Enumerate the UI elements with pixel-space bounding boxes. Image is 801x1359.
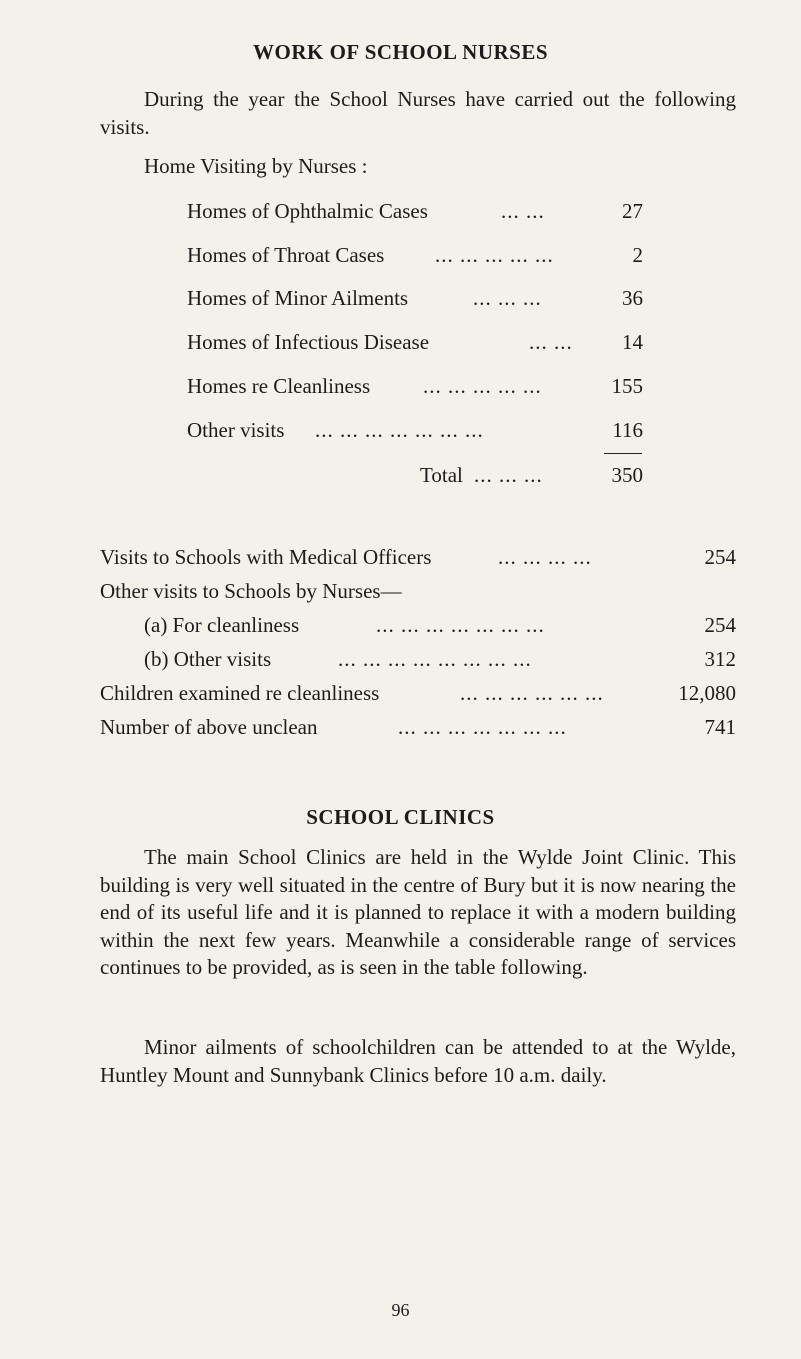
for-cleanliness-row: [144, 613, 736, 639]
paragraph-text: Minor ailments of schoolchildren can be attended to at the Wylde, Huntley Mount and Sunnybank Clinics before 10 a.m. daily.: [100, 1035, 736, 1087]
total-rule: [604, 453, 642, 454]
intro-paragraph: [100, 86, 736, 141]
home-visit-label: Homes of Throat Cases: [187, 243, 385, 267]
leader-dots: ... ...: [501, 199, 545, 223]
leader-dots: ... ... ... ... ... ... ... ...: [338, 647, 532, 671]
home-visit-row: [187, 199, 643, 225]
other-visits-value: 312: [704, 647, 736, 671]
number-unclean-value: 741: [704, 715, 736, 739]
section-heading-school-clinics: SCHOOL CLINICS: [306, 805, 495, 829]
home-visit-label: Homes re Cleanliness: [187, 374, 371, 398]
number-unclean-row: [100, 715, 736, 741]
school-clinics-paragraph-2: [100, 1034, 736, 1089]
home-visit-value: 116: [612, 418, 643, 442]
paragraph-text: The main School Clinics are held in the Wylde Joint Clinic. This building is very well situated in the centre of Bury but it is now nearing the end of its useful life and it is planned to replace it with a modern building within the next few years. Meanwhile a considerable range of services continues to be provided, as is seen in the table following.: [100, 845, 736, 979]
for-cleanliness-value: 254: [704, 613, 736, 637]
children-examined-value: 12,080: [678, 681, 736, 705]
page-number: 96: [391, 1300, 410, 1320]
home-visiting-label: Home Visiting by Nurses :: [144, 154, 368, 178]
children-examined-label: Children examined re cleanliness: [100, 681, 380, 705]
home-visit-label: Homes of Ophthalmic Cases: [187, 199, 428, 223]
school-visits-medical-officers-label: Visits to Schools with Medical Officers: [100, 545, 432, 569]
section-heading-work-of-school-nurses: WORK OF SCHOOL NURSES: [252, 40, 549, 64]
number-unclean-label: Number of above unclean: [100, 715, 318, 739]
home-visit-row: [187, 330, 643, 356]
for-cleanliness-label: (a) For cleanliness: [144, 613, 300, 637]
home-visit-label: Homes of Infectious Disease: [187, 330, 430, 354]
home-visit-row: [187, 243, 643, 269]
intro-text: During the year the School Nurses have carried out the following visits.: [100, 87, 736, 139]
total-label: Total: [420, 463, 463, 487]
leader-dots: ... ... ... ... ... ...: [460, 681, 604, 705]
leader-dots: ... ... ... ... ...: [435, 243, 554, 267]
home-visit-value: 14: [622, 330, 643, 354]
other-visits-to-schools-label: Other visits to Schools by Nurses—: [100, 579, 402, 603]
home-visit-value: 155: [611, 374, 643, 398]
other-visits-row: [144, 647, 736, 673]
home-visit-row: [187, 286, 643, 312]
school-visits-medical-officers-row: [100, 545, 736, 571]
other-visits-label: (b) Other visits: [144, 647, 272, 671]
home-visit-label: Other visits: [187, 418, 285, 442]
home-visit-value: 2: [632, 243, 643, 267]
leader-dots: ... ...: [529, 330, 573, 354]
home-visit-value: 27: [622, 199, 643, 223]
leader-dots: ... ... ...: [473, 286, 542, 310]
leader-dots: ... ... ...: [474, 463, 543, 487]
leader-dots: ... ... ... ... ... ... ...: [376, 613, 545, 637]
home-visit-label: Homes of Minor Ailments: [187, 286, 409, 310]
school-visits-medical-officers-value: 254: [704, 545, 736, 569]
children-examined-row: [100, 681, 736, 707]
home-visit-row: [187, 374, 643, 400]
home-visit-value: 36: [622, 286, 643, 310]
total-row: [420, 463, 643, 489]
home-visit-row: [187, 418, 643, 444]
leader-dots: ... ... ... ... ... ... ...: [398, 715, 567, 739]
leader-dots: ... ... ... ... ...: [423, 374, 542, 398]
leader-dots: ... ... ... ... ... ... ...: [315, 418, 484, 442]
school-clinics-paragraph-1: [100, 844, 736, 982]
total-value: 350: [611, 463, 643, 487]
leader-dots: ... ... ... ...: [498, 545, 592, 569]
